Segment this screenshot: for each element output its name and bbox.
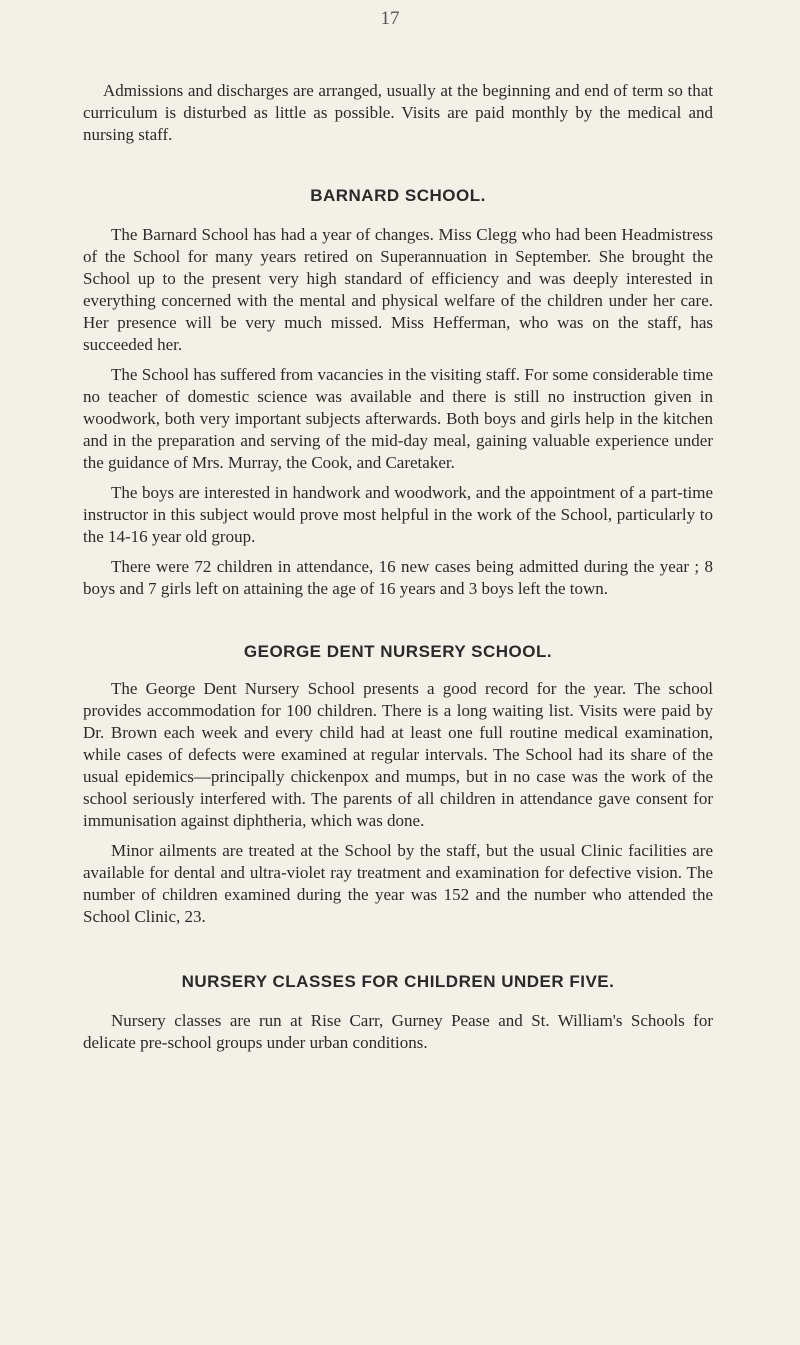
page-number: 17 [380,8,400,29]
barnard-paragraph-2: The School has suffered from vacancies in the visiting staff. For some considerable time no teacher of domestic science was available and there is still no instruction given in woodwork, both very important subjects afterwards. Both boys and girls help in the kitchen and in the preparation and serving of the mid-day meal, gaining valuable experience under the guidance of Mrs. Murray, the Cook, and Caretaker. [83,365,713,472]
george-dent-paragraph-1: The George Dent Nursery School presents a good record for the year. The school provides accommodation for 100 children. There is a long waiting list. Visits were paid by Dr. Brown each week and every child had at least one full routine medical examination, while cases of defects were examined at regular intervals. The School had its share of the usual epidemics—principally chickenpox and mumps, but in no case was the work of the school seriously interfered with. The parents of all children in attendance gave consent for immunisation against diphtheria, which was done. [83,679,713,830]
barnard-school-heading: BARNARD SCHOOL. [310,186,486,205]
barnard-paragraph-4: There were 72 children in attendance, 16 new cases being admitted during the year ; 8 boys and 7 girls left on attaining the age of 16 years and 3 boys left the town. [83,557,713,598]
barnard-school-section [83,186,713,600]
george-dent-section [83,642,713,928]
nursery-classes-heading: NURSERY CLASSES FOR CHILDREN UNDER FIVE. [181,972,615,991]
nursery-classes-section [83,972,713,1054]
nursery-classes-paragraph-1: Nursery classes are run at Rise Carr, Gurney Pease and St. William's Schools for delicate pre-school groups under urban conditions. [83,1011,713,1052]
page-content [83,80,713,1062]
intro-paragraph: Admissions and discharges are arranged, usually at the beginning and end of term so that curriculum is disturbed as little as possible. Visits are paid monthly by the medical and nursing staff. [83,81,713,144]
barnard-paragraph-1: The Barnard School has had a year of changes. Miss Clegg who had been Headmistress of the School for many years retired on Superannuation in September. She brought the School up to the present very high standard of efficiency and was deeply interested in everything concerned with the mental and physical welfare of the children under her care. Her presence will be very much missed. Miss Hefferman, who was on the staff, has succeeded her. [83,225,713,354]
george-dent-paragraph-2: Minor ailments are treated at the School by the staff, but the usual Clinic facilities are available for dental and ultra-violet ray treatment and examination for defective vision. The number of children examined during the year was 152 and the number who attended the School Clinic, 23. [83,841,713,926]
george-dent-heading: GEORGE DENT NURSERY SCHOOL. [243,642,553,661]
barnard-paragraph-3: The boys are interested in handwork and woodwork, and the appointment of a part-time instructor in this subject would prove most helpful in the work of the School, particularly to the 14-16 year old group. [83,483,713,546]
